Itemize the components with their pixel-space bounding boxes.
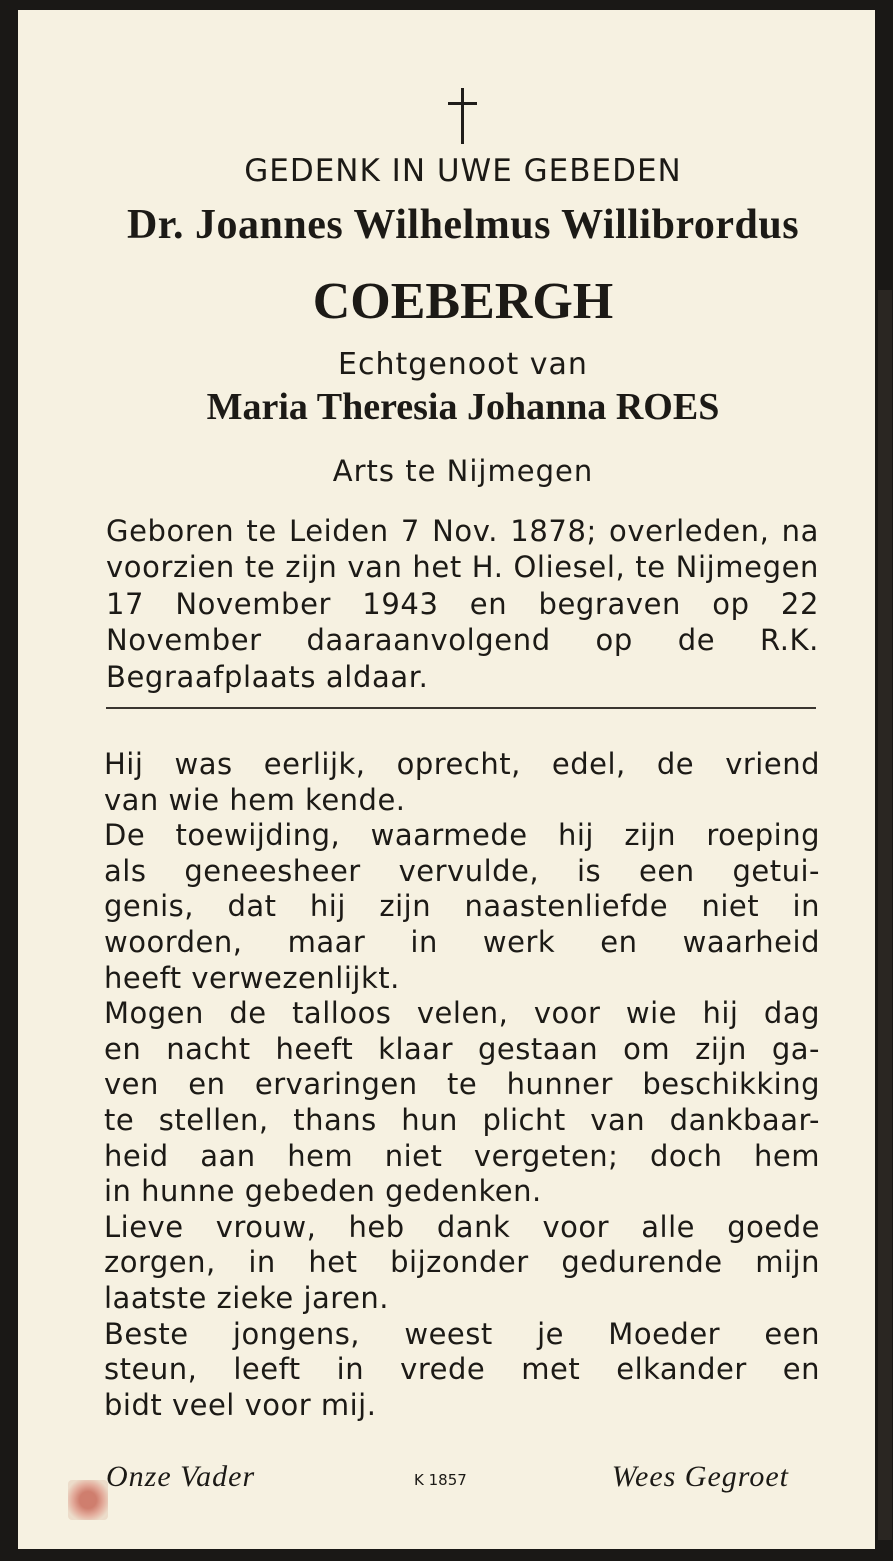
eulogy-line: Mogen de talloos velen, voor wie hij dag	[104, 996, 820, 1031]
prayer-wees-gegroet: Wees Gegroet	[611, 1460, 789, 1493]
collection-stamp-icon	[68, 1480, 108, 1520]
eulogy-line: zorgen, in het bijzonder gedurende mijn	[104, 1245, 820, 1280]
print-code: K 1857	[414, 1471, 467, 1489]
spouse-label: Echtgenoot van	[338, 347, 588, 382]
card-heading: GEDENK IN UWE GEBEDEN	[244, 153, 682, 189]
divider-line	[106, 707, 816, 709]
eulogy-line: heid aan hem niet vergeten; doch hem	[104, 1138, 820, 1173]
cross-icon	[443, 88, 483, 144]
eulogy-line: steun, leeft in vrede met elkander en	[104, 1352, 820, 1387]
eulogy-line: laatste zieke jaren.	[104, 1280, 390, 1315]
eulogy-line: bidt veel voor mij.	[104, 1387, 377, 1422]
eulogy-line: heeft verwezenlijkt.	[104, 960, 400, 995]
eulogy-text	[104, 747, 820, 1423]
deceased-surname: COEBERGH	[312, 273, 614, 330]
biography-paragraph: Geboren te Leiden 7 Nov. 1878; overleden, na voorzien te zijn van het H. Oliesel, te Nijmegen 17 November 1943 en begraven op 22 November daaraanvolgend op de R.K. Begraafplaats aldaar.	[106, 514, 819, 694]
eulogy-line: te stellen, thans hun plicht van dankbaar-	[104, 1102, 820, 1137]
prayer-onze-vader: Onze Vader	[106, 1460, 256, 1493]
occupation: Arts te Nijmegen	[332, 454, 594, 488]
eulogy-line: van wie hem kende.	[104, 782, 406, 817]
eulogy-line: Lieve vrouw, heb dank voor alle goede	[104, 1209, 820, 1244]
eulogy-line: ven en ervaringen te hunner beschikking	[104, 1067, 820, 1102]
eulogy-line: in hunne gebeden gedenken.	[104, 1174, 542, 1209]
eulogy-line: Beste jongens, weest je Moeder een	[104, 1316, 820, 1351]
eulogy-line: als geneesheer vervulde, is een getui-	[104, 853, 820, 888]
eulogy-line: Hij was eerlijk, oprecht, edel, de vriend	[104, 747, 820, 781]
eulogy-line: en nacht heeft klaar gestaan om zijn ga-	[104, 1031, 820, 1066]
spouse-name: Maria Theresia Johanna ROES	[206, 386, 720, 428]
deceased-full-name: Dr. Joannes Wilhelmus Willibrordus	[126, 202, 800, 248]
eulogy-line: woorden, maar in werk en waarheid	[104, 924, 820, 959]
eulogy-line: De toewijding, waarmede hij zijn roeping	[104, 818, 820, 853]
eulogy-line: genis, dat hij zijn naastenliefde niet in	[104, 889, 820, 924]
